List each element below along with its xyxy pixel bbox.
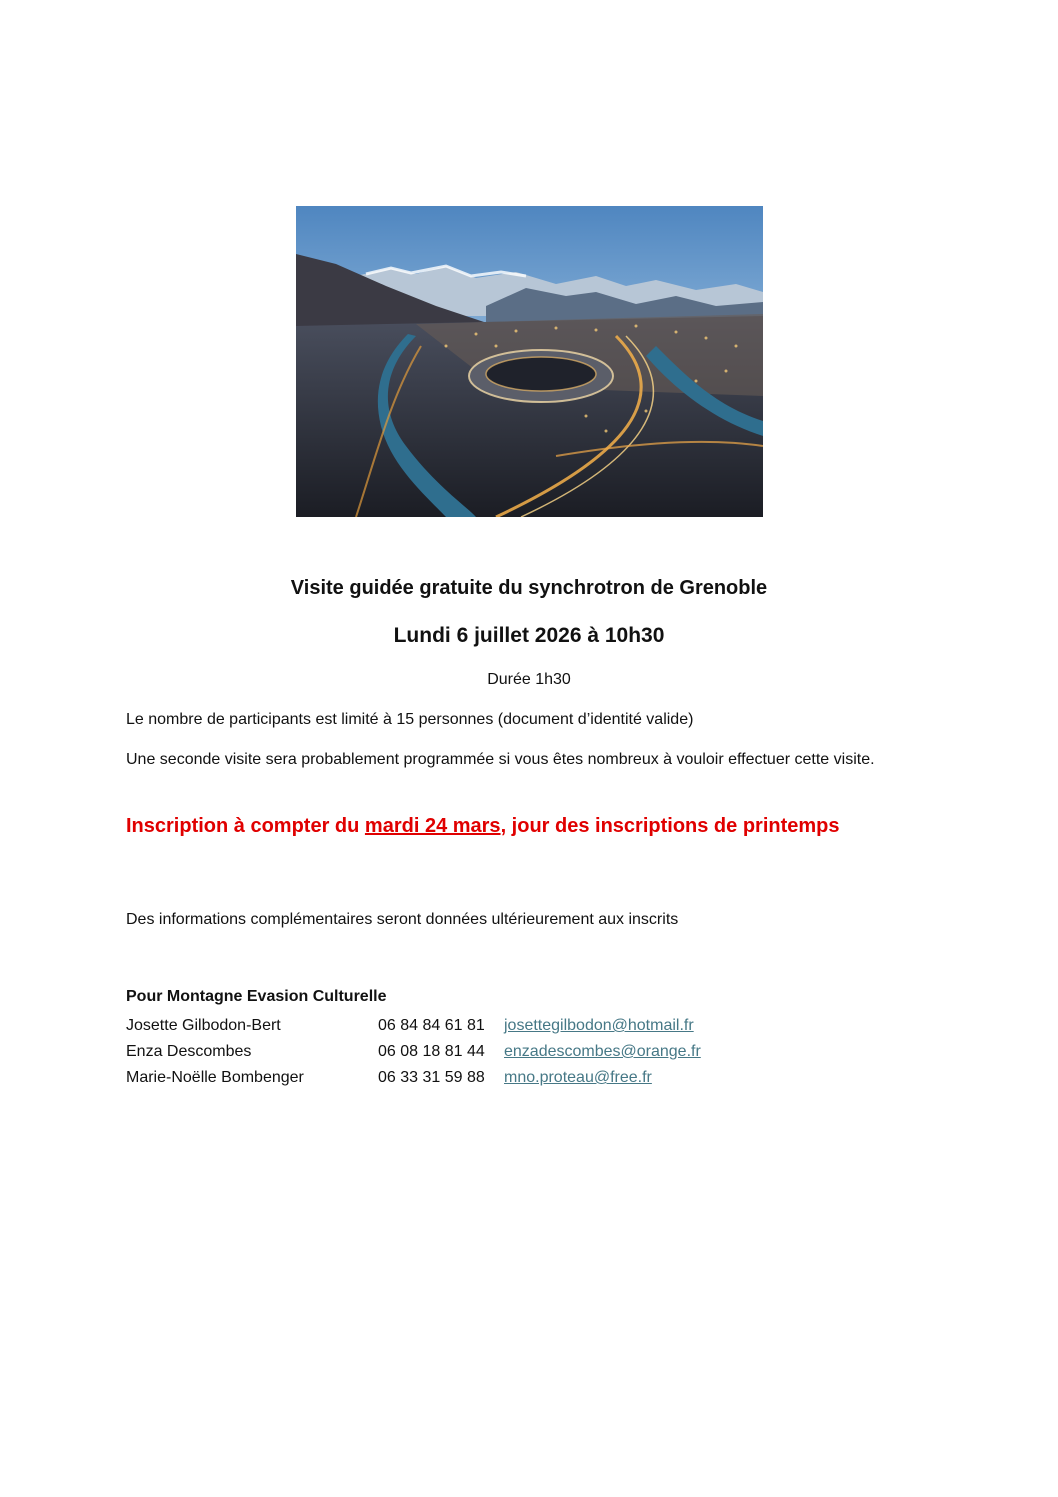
registration-notice	[126, 815, 840, 838]
additional-info-paragraph: Des informations complémentaires seront données ultérieurement aux inscrits	[126, 911, 679, 928]
contact-phone: 06 84 84 61 81	[378, 1017, 485, 1034]
event-duration: Durée 1h30	[487, 671, 571, 688]
registration-text-after: , jour des inscriptions de printemps	[500, 815, 840, 837]
registration-date: mardi 24 mars	[364, 815, 501, 837]
contact-email-link[interactable]: josettegilbodon@hotmail.fr	[504, 1017, 694, 1034]
contact-phone: 06 08 18 81 44	[378, 1043, 485, 1060]
second-visit-paragraph: Une seconde visite sera probablement programmée si vous êtes nombreux à vouloir effectuer cette visite.	[126, 751, 875, 768]
contact-phone: 06 33 31 59 88	[378, 1069, 485, 1086]
contact-name: Enza Descombes	[126, 1043, 252, 1060]
contact-name: Marie-Noëlle Bombenger	[126, 1069, 304, 1086]
page-title: Visite guidée gratuite du synchrotron de Grenoble	[290, 577, 768, 599]
contact-email-link[interactable]: enzadescombes@orange.fr	[504, 1043, 701, 1060]
synchrotron-aerial-photo	[296, 206, 763, 517]
participants-paragraph: Le nombre de participants est limité à 15 personnes (document d’identité valide)	[126, 711, 694, 728]
contact-name: Josette Gilbodon-Bert	[126, 1017, 281, 1034]
event-date: Lundi 6 juillet 2026 à 10h30	[393, 624, 665, 647]
registration-text-before: Inscription à compter du	[126, 815, 365, 837]
organizer-heading: Pour Montagne Evasion Culturelle	[126, 988, 387, 1005]
contact-email-link[interactable]: mno.proteau@free.fr	[504, 1069, 652, 1086]
